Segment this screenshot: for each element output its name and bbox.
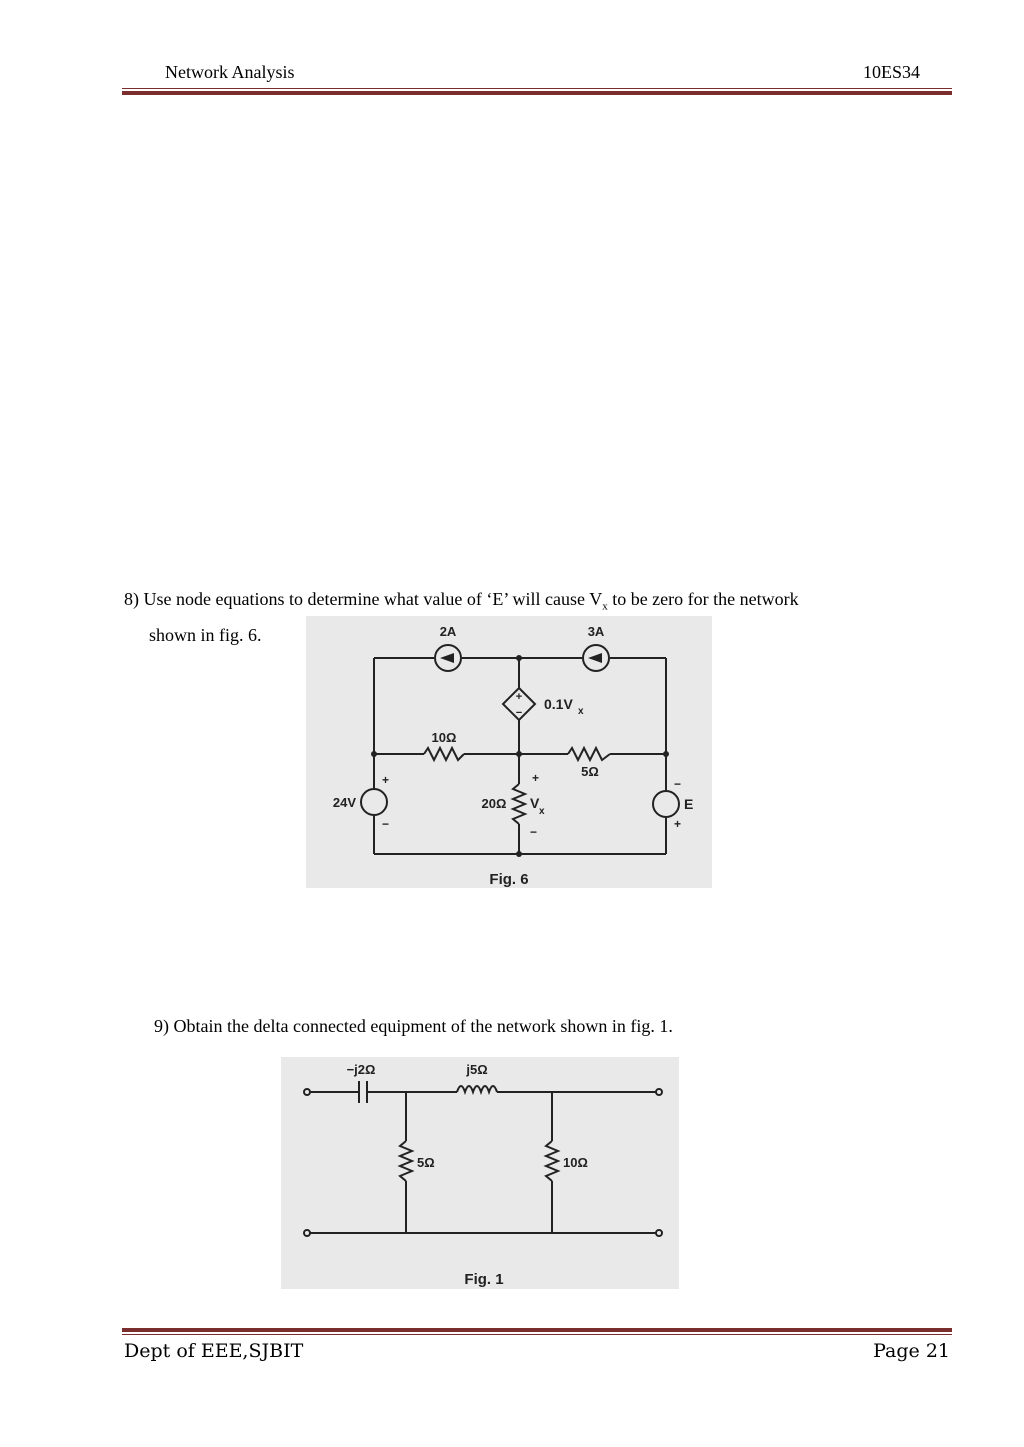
- figure-6-circuit: [306, 616, 712, 888]
- label-r5: 5Ω: [417, 1155, 435, 1170]
- label-vx-sub: x: [539, 806, 545, 817]
- v24-minus: −: [382, 817, 390, 831]
- e-plus: +: [674, 817, 682, 831]
- label-vx: V: [530, 795, 540, 811]
- figure-6: [306, 616, 712, 888]
- label-2a: 2A: [439, 624, 457, 639]
- header-course-code: 10ES34: [862, 62, 920, 82]
- vx-minus: −: [530, 825, 538, 839]
- header-rule-thick: [122, 91, 952, 95]
- vx-plus: +: [532, 771, 540, 785]
- question-8-line1: [124, 589, 799, 613]
- label-capacitor: −j2Ω: [346, 1062, 376, 1077]
- dep-minus: −: [515, 707, 523, 719]
- e-minus: −: [674, 777, 682, 791]
- header-title: Network Analysis: [165, 62, 295, 82]
- label-e: E: [684, 796, 694, 812]
- label-r10: 10Ω: [563, 1155, 588, 1170]
- label-r5: 5Ω: [581, 764, 599, 779]
- footer-department: Dept of EEE,SJBIT: [124, 1340, 304, 1362]
- label-3a: 3A: [587, 624, 605, 639]
- label-inductor: j5Ω: [466, 1062, 488, 1077]
- question-9: 9) Obtain the delta connected equipment of the network shown in fig. 1.: [154, 1016, 673, 1036]
- label-r20: 20Ω: [481, 796, 507, 811]
- question-8-text-b: to be zero for the network: [607, 589, 799, 609]
- question-8-text-a: 8) Use node equations to determine what value of ‘E’ will cause V: [124, 589, 603, 609]
- figure-6-caption: Fig. 6: [489, 871, 529, 888]
- question-8-line2: shown in fig. 6.: [149, 625, 262, 645]
- footer-page-number: Page 21: [873, 1340, 950, 1362]
- dep-plus: +: [515, 691, 523, 703]
- figure-1-circuit: [281, 1057, 679, 1289]
- footer-rule-thick: [122, 1328, 952, 1332]
- label-dependent-source-sub: x: [578, 706, 584, 717]
- footer-rule-thin: [122, 1334, 952, 1335]
- label-r10: 10Ω: [431, 730, 457, 745]
- question-8-sub: x: [602, 600, 608, 613]
- v24-plus: +: [382, 773, 390, 787]
- header-rule-thin: [122, 88, 952, 89]
- figure-1-caption: Fig. 1: [464, 1271, 504, 1288]
- label-24v: 24V: [332, 795, 356, 810]
- label-dependent-source: 0.1V: [544, 696, 573, 712]
- figure-1: [281, 1057, 679, 1289]
